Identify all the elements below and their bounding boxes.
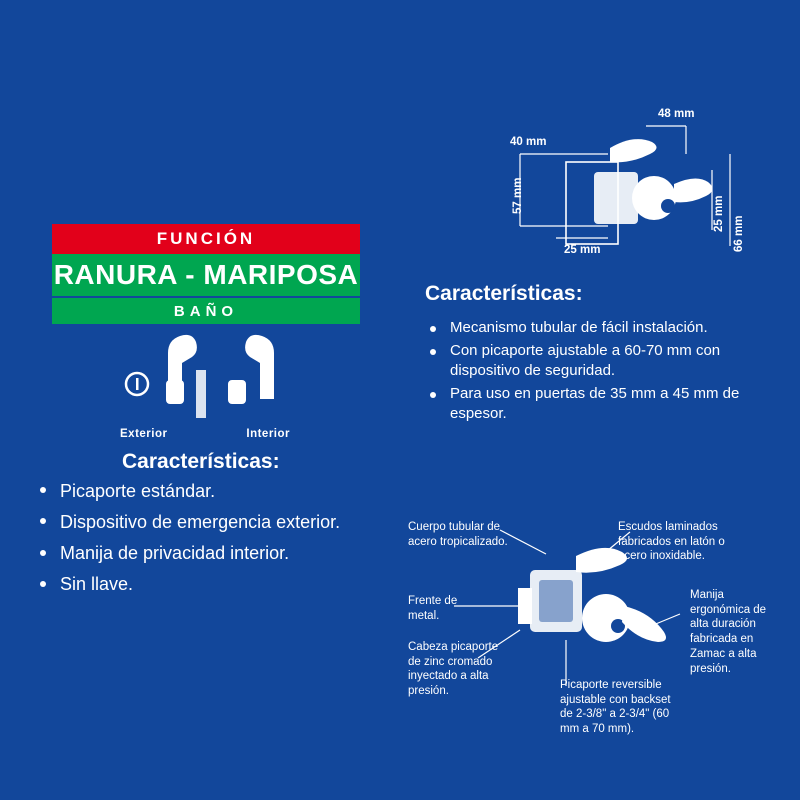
latch-body-shape (594, 172, 638, 224)
list-item: Picaporte estándar. (34, 478, 394, 504)
badge-function-label: FUNCIÓN (52, 224, 360, 254)
upper-lever-shape (610, 139, 657, 162)
dim-40mm: 40 mm (510, 136, 547, 148)
exterior-interior-lock-illustration (120, 322, 290, 430)
callout-manija-ergonomica: Manija ergonómica de alta duración fabricada en Zamac a alta presión. (690, 589, 767, 675)
callout-frente-metal: Frente de metal. (408, 595, 458, 622)
interior-lever-shape (245, 335, 274, 399)
dim-48mm: 48 mm (658, 108, 695, 120)
faceplate-shape (518, 588, 532, 624)
function-badge (52, 224, 360, 324)
interior-rose-shape (228, 380, 246, 404)
left-features-title: Características: (122, 450, 280, 473)
dim-57mm: 57 mm (512, 177, 524, 214)
callout-escudos: Escudos laminados fabricados en latón o acero inoxidable. (618, 521, 725, 563)
callout-cabeza-picaporte: Cabeza picaporte de zinc cromado inyectado a alta presión. (408, 641, 499, 698)
lever-handle-shape (674, 178, 713, 202)
slot-line-icon (136, 378, 139, 390)
badge-product-name: RANURA - MARIPOSA (52, 254, 360, 296)
dim-25mm-bottom: 25 mm (564, 244, 601, 256)
rose-shape (632, 176, 676, 220)
list-item: Mecanismo tubular de fácil instalación. (424, 318, 754, 338)
door-edge-shape (196, 370, 206, 418)
dim-25mm-right: 25 mm (713, 195, 725, 232)
callout-cuerpo-tubular: Cuerpo tubular de acero tropicalizado. (408, 521, 508, 548)
thumbturn-shape (661, 199, 675, 213)
callout-picaporte-reversible: Picaporte reversible ajustable con backset de 2-3/8" a 2-3/4" (60 mm a 70 mm). (560, 679, 671, 736)
body-inner-shape (539, 580, 573, 622)
badge-room-label: BAÑO (52, 296, 360, 324)
list-item: Dispositivo de emergencia exterior. (34, 509, 394, 535)
right-features-list (424, 318, 754, 427)
list-item: Para uso en puertas de 35 mm a 45 mm de espesor. (424, 384, 754, 424)
label-interior: Interior (246, 428, 290, 440)
label-exterior: Exterior (120, 428, 168, 440)
lower-lever-shape (622, 606, 666, 642)
list-item: Sin llave. (34, 571, 394, 597)
dim-66mm: 66 mm (733, 215, 745, 252)
exterior-rose-shape (166, 380, 184, 404)
dimension-diagram (498, 110, 778, 290)
list-item: Con picaporte ajustable a 60-70 mm con dispositivo de seguridad. (424, 341, 754, 381)
parts-callout-diagram (400, 510, 790, 750)
lock-side-labels (120, 428, 290, 440)
lock-pair-svg (120, 322, 290, 430)
right-features-title: Características: (425, 282, 583, 305)
list-item: Manija de privacidad interior. (34, 540, 394, 566)
left-features-list (34, 478, 394, 602)
